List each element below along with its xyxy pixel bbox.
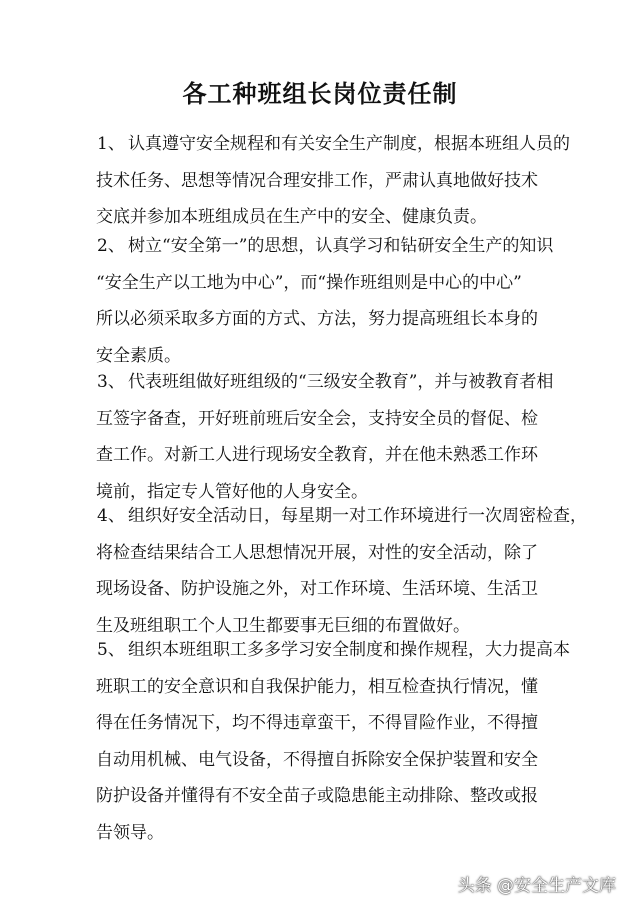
text-line: 互签字备查，开好班前班后安全会，支持安全员的督促、检: [96, 408, 538, 429]
text-line: 认真遵守安全规程和有关安全生产制度，根据本班组人员的: [128, 134, 570, 154]
text-line: 安全素质。: [96, 345, 181, 366]
text-line: 交底并参加本班组成员在生产中的安全、健康负责。: [96, 207, 487, 227]
text-line: 将检查结果结合工人思想情况开展，对性的安全活动，除了: [96, 542, 538, 563]
text-line: 代表班组做好班组级的“三级安全教育”，并与被教育者相: [128, 372, 554, 392]
item-text: [96, 498, 587, 644]
watermark-text: 头条 @安全生产文库: [457, 876, 616, 896]
text-line: 自动用机械、电气设备，不得擅自拆除安全保护装置和安全: [96, 749, 538, 770]
item-number: 3、: [97, 372, 125, 392]
text-line: 得在任务情况下，均不得违章蛮干，不得冒险作业，不得擅: [96, 713, 538, 733]
text-line: 防护设备并懂得有不安全苗子或隐患能主动排除、整改或报: [96, 786, 538, 806]
text-line: 告领导。: [96, 822, 164, 843]
item-text: [96, 126, 570, 236]
item-text: [96, 632, 570, 851]
text-line: 生及班组职工个人卫生都要事无巨细的布置做好。: [96, 615, 470, 636]
item-text: [96, 228, 554, 374]
item-number: 5、: [97, 640, 125, 660]
text-line: 组织本班组职工多多学习安全制度和操作规程，大力提高本: [128, 640, 570, 660]
item-number: 4、: [97, 506, 125, 526]
text-line: 所以必须采取多方面的方式、方法，努力提高班组长本身的: [96, 309, 538, 329]
item-text: [96, 364, 554, 510]
text-line: “安全生产以工地为中心”，而“操作班组则是中心的中心”: [96, 272, 522, 293]
document-title: 各工种班组长岗位责任制: [182, 80, 458, 108]
text-line: 树立“安全第一”的思想，认真学习和钻研安全生产的知识: [128, 236, 554, 256]
text-line: 组织好安全活动日，每星期一对工作环境进行一次周密检查，: [128, 506, 587, 526]
text-line: 查工作。对新工人进行现场安全教育，并在他未熟悉工作环: [96, 445, 538, 465]
text-line: 班职工的安全意识和自我保护能力，相互检查执行情况，懂: [96, 676, 538, 697]
text-line: 技术任务、思想等情况合理安排工作，严肃认真地做好技术: [96, 170, 538, 191]
item-number: 1、: [97, 134, 125, 154]
text-line: 现场设备、防护设施之外，对工作环境、生活环境、生活卫: [96, 579, 538, 599]
item-number: 2、: [97, 236, 125, 256]
text-line: 境前，指定专人管好他的人身安全。: [96, 481, 368, 502]
